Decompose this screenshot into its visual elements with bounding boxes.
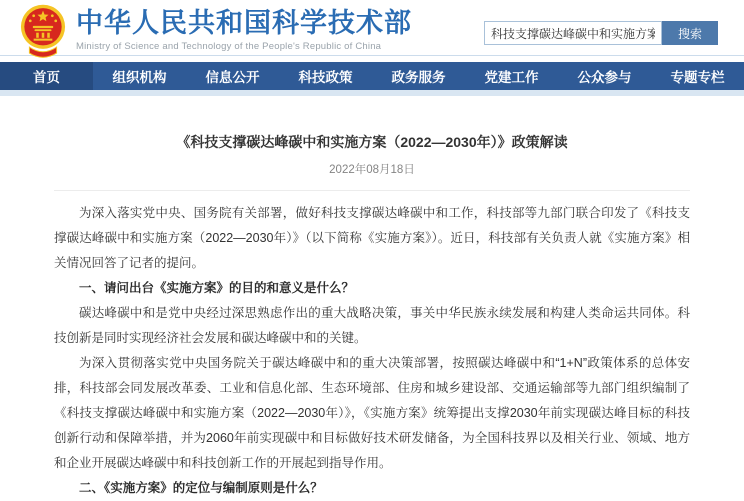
search-bar xyxy=(484,21,718,45)
nav-item-7[interactable]: 专题专栏 xyxy=(670,70,725,85)
article-paragraph: 为深入落实党中央、国务院有关部署，做好科技支撑碳达峰碳中和工作，科技部等九部门联合印发了《科技支撑碳达峰碳中和实施方案（2022—2030年）》（以下简称《实施方案》）。近日，科技部有关负责人就《实施方案》相关情况回答了记者的提问。 xyxy=(54,206,690,270)
site-header xyxy=(0,0,744,56)
search-input[interactable] xyxy=(484,21,662,45)
title-divider xyxy=(54,190,690,191)
national-emblem-logo xyxy=(17,3,69,59)
nav-item-6[interactable]: 公众参与 xyxy=(577,70,632,85)
article-heading: 二、《实施方案》的定位与编制原则是什么？ xyxy=(79,481,323,495)
article-heading: 一、请问出台《实施方案》的目的和意义是什么？ xyxy=(79,281,355,295)
nav-item-0[interactable]: 首页 xyxy=(0,62,93,90)
search-button[interactable]: 搜索 xyxy=(662,21,718,45)
article-paragraph: 为深入贯彻落实党中央国务院关于碳达峰碳中和的重大决策部署，按照碳达峰碳中和“1+N”政策体系的总体安排，科技部会同发展改革委、工业和信息化部、生态环境部、住房和城乡建设部、交通运输部等九部门组织编制了《科技支撑碳达峰碳中和实施方案（2022—2030年）》，《实施方案》统筹提出支撑2030年前实现碳达峰目标的科技创新行动和保障举措，并为2060年前实现碳中和目标做好技术研发储备，为全国科技界以及相关行业、领域、地方和企业开展碳达峰碳中和科技创新工作的开展起到指导作用。 xyxy=(54,356,690,470)
site-subtitle: Ministry of Science and Technology of the People's Republic of China xyxy=(76,41,382,52)
article-date: 2022年08月18日 xyxy=(329,164,415,176)
nav-bottom-strip xyxy=(0,90,744,96)
article-title: 《科技支撑碳达峰碳中和实施方案（2022—2030年）》政策解读 xyxy=(176,134,568,150)
nav-item-5[interactable]: 党建工作 xyxy=(484,70,539,85)
main-nav xyxy=(0,62,744,90)
site-title: 中华人民共和国科学技术部 xyxy=(76,8,412,38)
article-paragraph: 碳达峰碳中和是党中央经过深思熟虑作出的重大战略决策，事关中华民族永续发展和构建人类命运共同体。科技创新是同时实现经济社会发展和碳达峰碳中和的关键。 xyxy=(54,306,690,345)
article-body xyxy=(54,201,690,501)
nav-item-3[interactable]: 科技政策 xyxy=(298,70,353,85)
nav-item-4[interactable]: 政务服务 xyxy=(391,70,446,85)
nav-item-1[interactable]: 组织机构 xyxy=(112,70,167,85)
article-page xyxy=(54,134,690,501)
nav-item-2[interactable]: 信息公开 xyxy=(205,70,260,85)
